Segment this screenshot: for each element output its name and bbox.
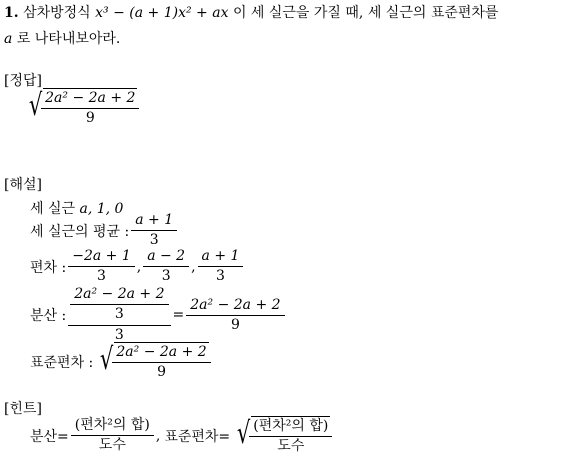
deviation-2-numerator: a − 2 xyxy=(147,248,186,264)
variance-result-numerator: 2a² − 2a + 2 xyxy=(190,296,281,313)
hint-stddev-sqrt: √ $\frac{\text{(편차²의 합)}}{\text{도수}}$ xyxy=(234,416,330,455)
stddev-label: 표준편차 : xyxy=(30,354,94,371)
mean-label: 세 실근의 평균 : xyxy=(30,223,130,240)
deviation-fraction-1 xyxy=(70,248,133,285)
variance-result-fraction xyxy=(188,297,282,334)
explanation-header: [해설] xyxy=(4,177,42,193)
problem-text-c: 로 나타내보아라. xyxy=(16,31,121,47)
roots-values: a, 1, 0 xyxy=(79,201,124,217)
deviation-fraction-3 xyxy=(200,248,242,285)
sqrt-sign: √ $\frac{\text{2a² − 2a + 2}}{9}$ xyxy=(26,88,137,127)
deviation-1-denominator: 3 xyxy=(68,266,135,285)
deviation-3-numerator: a + 1 xyxy=(201,248,240,264)
problem-text-a: 삼차방정식 xyxy=(23,5,91,21)
hint-stddev-numerator: (편차²의 합) xyxy=(253,418,329,434)
hint-header: [힌트] xyxy=(4,401,42,417)
hint-variance-denominator: 도수 xyxy=(71,435,154,454)
hint-stddev-fraction xyxy=(251,418,330,455)
problem-text-b: 이 세 실근을 가질 때, 세 실근의 표준편차를 xyxy=(232,5,499,21)
problem-line-2 xyxy=(4,28,120,48)
mean-numerator: a + 1 xyxy=(135,212,174,228)
deviation-fraction-2 xyxy=(145,248,187,285)
variance-compound-fraction xyxy=(70,286,168,344)
mean-denominator: 3 xyxy=(131,230,177,249)
stddev-fraction xyxy=(114,344,208,381)
variance-result-denominator: 9 xyxy=(186,315,284,334)
mean-fraction xyxy=(133,212,175,249)
stddev-numerator: 2a² − 2a + 2 xyxy=(116,344,207,360)
deviation-line: 편차 : $\frac{-2a + 1}{3}$ , $\frac{a - 2}{3}$ , $\frac{a + 1}{3}$ xyxy=(30,248,241,285)
answer-formula xyxy=(26,88,137,127)
hint-variance-fraction xyxy=(73,417,152,454)
variance-inner-numerator: 2a² − 2a + 2 xyxy=(74,286,165,302)
stddev-sqrt: √ $\frac{\text{2a² − 2a + 2}}{9}$ xyxy=(97,342,208,381)
answer-denominator: 9 xyxy=(41,108,139,127)
deviation-label: 편차 : xyxy=(30,259,67,276)
deviation-3-denominator: 3 xyxy=(198,266,244,285)
hint-separator: , xyxy=(155,427,161,444)
hint-variance-numerator: (편차²의 합) xyxy=(74,417,150,433)
problem-number: 1. xyxy=(4,5,19,21)
hint-stddev-denominator: 도수 xyxy=(249,436,332,455)
variance-inner-denominator: 3 xyxy=(70,304,168,323)
mean-line xyxy=(30,212,175,249)
variance-label: 분산 : xyxy=(30,308,67,324)
answer-fraction xyxy=(43,90,137,127)
problem-variable: a xyxy=(4,31,13,47)
answer-header: [정답] xyxy=(4,73,42,89)
problem-equation: x³ − (a + 1)x² + ax xyxy=(95,5,229,21)
roots-label: 세 실근 xyxy=(30,201,76,217)
answer-numerator: 2a² − 2a + 2 xyxy=(45,90,136,106)
problem-line-1 xyxy=(4,2,498,22)
variance-inner-fraction xyxy=(72,286,166,323)
deviation-2-denominator: 3 xyxy=(143,266,189,285)
stddev-denominator: 9 xyxy=(112,362,210,381)
equals-sign: = xyxy=(172,307,185,323)
hint-line xyxy=(30,416,330,455)
hint-variance-label: 분산= xyxy=(30,428,69,445)
hint-stddev-label: 표준편차= xyxy=(164,428,231,445)
stddev-line xyxy=(30,342,209,381)
variance-line xyxy=(30,286,283,344)
variance-outer-denominator: 3 xyxy=(68,325,170,344)
deviation-1-numerator: −2a + 1 xyxy=(72,248,131,264)
